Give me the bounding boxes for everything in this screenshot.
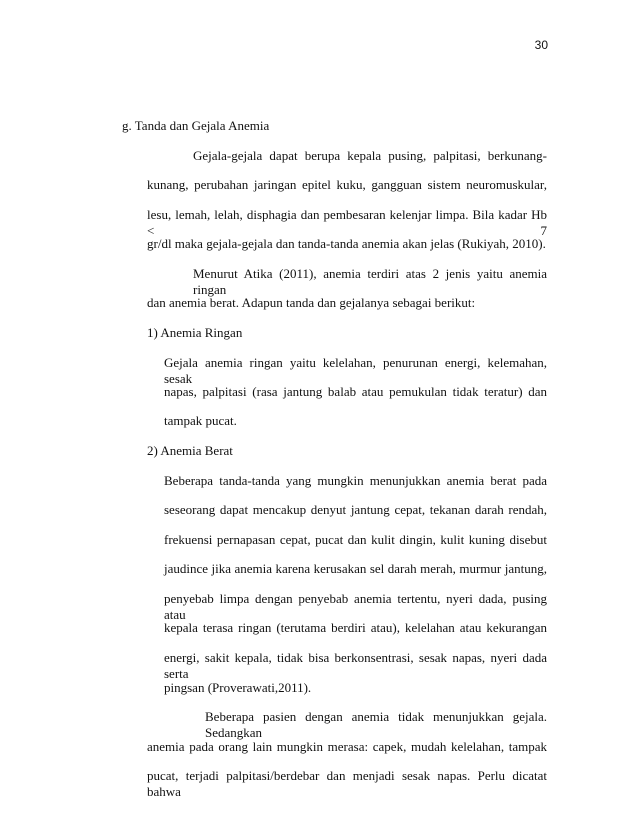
list-item-line: napas, palpitasi (rasa jantung balab atau pemukulan tidak teratur) dan xyxy=(164,384,547,399)
paragraph-line: pucat, terjadi palpitasi/berdebar dan menjadi sesak napas. Perlu dicatat bahwa xyxy=(147,768,547,799)
list-item-line: penyebab limpa dengan penyebab anemia tertentu, nyeri dada, pusing atau xyxy=(164,591,547,622)
list-item-title: 2) Anemia Berat xyxy=(147,443,233,458)
paragraph-line: Beberapa pasien dengan anemia tidak menunjukkan gejala. Sedangkan xyxy=(205,709,547,740)
list-item-line: Gejala anemia ringan yaitu kelelahan, penurunan energi, kelemahan, sesak xyxy=(164,355,547,386)
list-item-line: kepala terasa ringan (terutama berdiri atau), kelelahan atau kekurangan xyxy=(164,620,547,635)
paragraph-line: anemia pada orang lain mungkin merasa: capek, mudah kelelahan, tampak xyxy=(147,739,547,754)
page-number: 30 xyxy=(534,38,548,52)
list-item-line: energi, sakit kepala, tidak bisa berkonsentrasi, sesak napas, nyeri dada serta xyxy=(164,650,547,681)
list-item-line: frekuensi pernapasan cepat, pucat dan kulit dingin, kulit kuning disebut xyxy=(164,532,547,547)
paragraph-line: Gejala-gejala dapat berupa kepala pusing, palpitasi, berkunang- xyxy=(193,148,547,163)
paragraph-line: dan anemia berat. Adapun tanda dan gejalanya sebagai berikut: xyxy=(147,295,476,310)
list-item-line: pingsan (Proverawati,2011). xyxy=(164,680,312,695)
paragraph-line: kunang, perubahan jaringan epitel kuku, gangguan sistem neuromuskular, xyxy=(147,177,547,192)
list-item-line: seseorang dapat mencakup denyut jantung cepat, tekanan darah rendah, xyxy=(164,502,547,517)
paragraph-line: gr/dl maka gejala-gejala dan tanda-tanda anemia akan jelas (Rukiyah, 2010). xyxy=(147,236,546,251)
paragraph-line: lesu, lemah, lelah, disphagia dan pembesaran kelenjar limpa. Bila kadar Hb < 7 xyxy=(147,207,547,238)
paragraph-line: Menurut Atika (2011), anemia terdiri atas 2 jenis yaitu anemia ringan xyxy=(193,266,547,297)
section-heading: g. Tanda dan Gejala Anemia xyxy=(122,118,270,133)
list-item-title: 1) Anemia Ringan xyxy=(147,325,243,340)
list-item-line: Beberapa tanda-tanda yang mungkin menunjukkan anemia berat pada xyxy=(164,473,547,488)
list-item-line: tampak pucat. xyxy=(164,413,237,428)
list-item-line: jaudince jika anemia karena kerusakan sel darah merah, murmur jantung, xyxy=(164,561,547,576)
